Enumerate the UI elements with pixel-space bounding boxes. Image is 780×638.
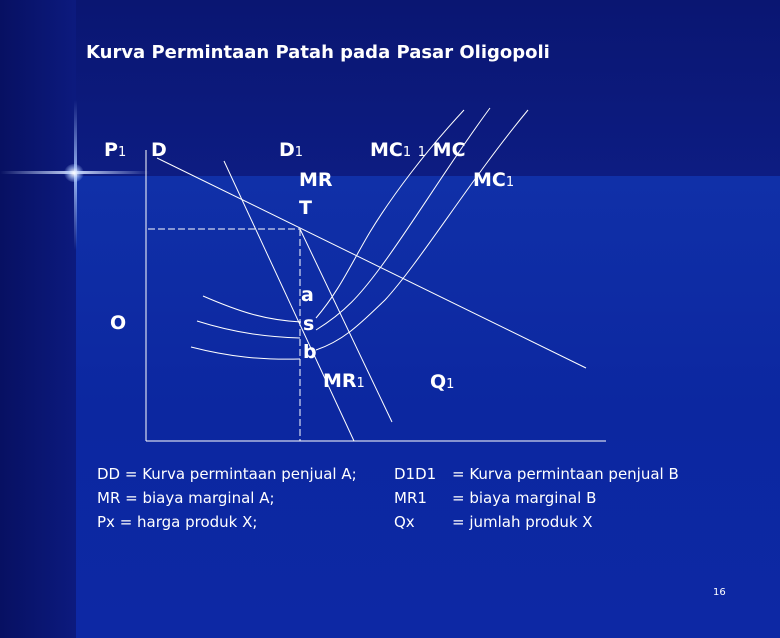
label-s: s [303, 313, 315, 335]
label-a: a [301, 284, 314, 306]
legend-term: DD = Kurva permintaan penjual A; [97, 465, 357, 483]
label-mr1: MR1 [323, 370, 365, 392]
curve-a [203, 296, 301, 322]
page-number: 16 [713, 587, 726, 598]
curve-b [191, 347, 300, 359]
label-p1: P1 [104, 139, 127, 161]
legend-definition: = biaya marginal B [452, 489, 597, 507]
legend-symbol: Qx [394, 513, 415, 531]
label-mc1-one-mc: MC1 1 MC [370, 139, 466, 161]
legend-definition: = jumlah produk X [452, 513, 593, 531]
label-t: T [299, 197, 312, 219]
legend-definition: = Kurva permintaan penjual B [452, 465, 679, 483]
curve-s [197, 321, 300, 338]
legend-symbol: D1D1 [394, 465, 437, 483]
label-mr: MR [299, 169, 333, 191]
label-d1: D1 [279, 139, 304, 161]
label-b: b [303, 341, 317, 363]
label-d: D [151, 139, 167, 161]
slide-title: Kurva Permintaan Patah pada Pasar Oligopoli [86, 42, 550, 63]
demand-curve-d [157, 158, 586, 368]
label-q1: Q1 [430, 371, 455, 393]
label-o: O [110, 312, 127, 334]
label-mc1-right: MC1 [473, 169, 515, 191]
legend-term: MR = biaya marginal A; [97, 489, 275, 507]
legend-term: Px = harga produk X; [97, 513, 258, 531]
legend-symbol: MR1 [394, 489, 427, 507]
